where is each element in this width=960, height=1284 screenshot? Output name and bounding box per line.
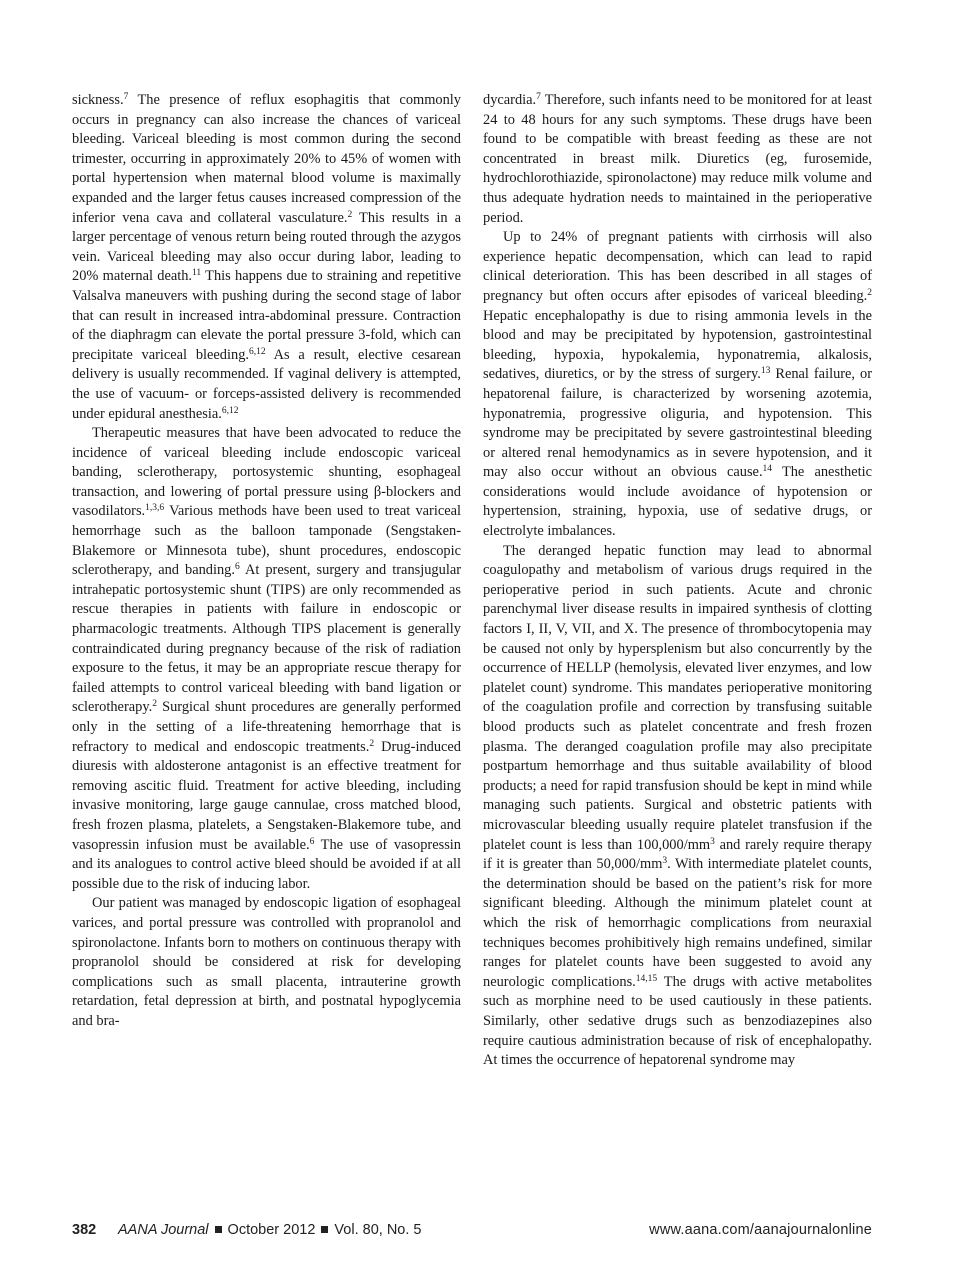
square-bullet-icon <box>321 1226 328 1233</box>
reference: 6 <box>234 562 240 573</box>
journal-name: AANA Journal <box>118 1222 209 1238</box>
left-column <box>72 91 461 1032</box>
reference: 1,3,6 <box>145 503 165 514</box>
issue-date: October 2012 <box>227 1222 316 1238</box>
volume-issue: Vol. 80, No. 5 <box>334 1222 422 1238</box>
page-footer <box>72 1222 872 1244</box>
reference: 2 <box>369 738 375 749</box>
paragraph: Therapeutic measures that have been advocated to reduce the incidence of variceal bleeding include endoscopic variceal banding, sclerotherapy, portosystemic shunting, esophageal transaction, and lowering of portal pressure using β-blockers and vasodilators.$^{1,3,6}$ Various methods have been used to treat variceal hemorrhage such as the balloon tamponade (Sengstaken-Blakemore or Minnesota tube), shunt procedures, endoscopic sclerotherapy, and banding.$^6$ At present, surgery and transjugular intrahepatic portosystemic shunt (TIPS) are only recommended as rescue therapies in patients with failure in endoscopic or pharmacologic treatments. Although TIPS placement is generally contraindicated during pregnancy because of the risk of radiation exposure to the fetus, it may be an appropriate rescue therapy for failed attempts to control variceal bleeding with band ligation or sclerotherapy.$^2$ Surgical shunt procedures are generally performed only in the setting of a life-threatening hemorrhage that is refractory to medical and endoscopic treatments.$^2$ Drug-induced diuresis with aldosterone antagonist is an effective treatment for removing ascitic fluid. Treatment for active bleeding, including invasive monitoring, large gauge cannulae, cross matched blood, fresh frozen plasma, platelets, a Sengstaken-Blakemore tube, and vasopressin infusion must be available.$^6$ The use of vasopressin and its analogues to control active bleed should be avoided if at all possible due to the risk of inducing labor. <box>72 425 462 892</box>
journal-url[interactable]: www.aana.com/aanajournalonline <box>649 1222 872 1238</box>
reference: 13 <box>760 366 771 377</box>
reference: 6 <box>309 836 315 847</box>
reference: 14,15 <box>635 973 658 984</box>
square-bullet-icon <box>215 1226 222 1233</box>
superscript: 3 <box>710 836 715 847</box>
reference: 7 <box>536 92 541 102</box>
reference: 6,12 <box>249 346 266 357</box>
paragraph: Up to 24% of pregnant patients with cirrhosis will also experience hepatic decompensation, which can lead to rapid clinical deterioration. This has been described in all stages of pregnancy but often occurs after episodes of variceal bleeding.$^2$ Hepatic encephalopathy is due to rising ammonia levels in the blood and may be precipitated by hypotension, gastrointestinal bleeding, hypoxia, hypokalemia, hyponatremia, alkalosis, sedatives, diuretics, or by the stress of surgery.$^{13}$ Renal failure, or hepatorenal failure, is characterized by worsening azotemia, hyponatremia, progressive oliguria, and hypotension. This syndrome may be precipitated by severe gastrointestinal bleeding or altered renal hemodynamics as in severe hypotension, and it may also occur without an obvious cause.$^{14}$ The anesthetic considerations would include avoidance of hypotension or hypertension, straining, hypoxia, use of sedative drugs, or electrolyte imbalances. <box>483 229 873 540</box>
paragraph: sickness.$^7$ The presence of reflux esophagitis that commonly occurs in pregnancy can also increase the chances of variceal bleeding. Variceal bleeding is most common during the second trimester, occurring in approximately 20% to 45% of women with portal hypertension when maternal blood volume is maximally expanded and the larger fetus causes increased compression of the inferior vena cava and collateral vasculature.$^2$ This results in a larger percentage of venous return being routed through the azygos vein. Variceal bleeding may also occur during labor, leading to 20% maternal death.$^{11}$ This happens due to straining and repetitive Valsalva maneuvers with pushing during the second stage of labor that can result in increased intra-abdominal pressure. Contraction of the diaphragm can elevate the portal pressure 3-fold, which can precipitate variceal bleeding.$^{6,12}$ As a result, elective cesarean delivery is usually recommended. If vaginal delivery is attempted, the use of vacuum- or forceps-assisted delivery is recommended under epidural anesthesia.$^{6,12}$ <box>72 92 462 422</box>
reference: 7 <box>123 92 129 102</box>
reference: 14 <box>762 464 773 475</box>
paragraph: dycardia.$^7$ Therefore, such infants need to be monitored for at least 24 to 48 hours for any such symptoms. These drugs have been found to be compatible with breast feeding as these are not concentrated in breast milk. Diuretics (eg, furosemide, hydrochlorothiazide, spironolactone) may reduce milk volume and thus adequate hydration needs to maintained in the perioperative period. <box>483 92 872 226</box>
journal-citation <box>118 1222 421 1238</box>
reference: 6,12 <box>221 405 239 416</box>
page-number: 382 <box>72 1222 97 1238</box>
paragraph: Our patient was managed by endoscopic ligation of esophageal varices, and portal pressure was controlled with propranolol and spironolactone. Infants born to mothers on continuous therapy with propranolol should be considered at risk for developing complications such as small placenta, intrauterine growth retardation, fetal depression at birth, and postnatal hypoglycemia and bra- <box>72 895 461 1029</box>
reference: 2 <box>152 699 157 710</box>
reference: 2 <box>867 287 872 298</box>
superscript: 3 <box>662 856 668 867</box>
paragraph: The deranged hepatic function may lead to abnormal coagulopathy and metabolism of various drugs required in the perioperative period in such patients. Acute and chronic parenchymal liver disease results in impaired synthesis of clotting factors I, II, V, VII, and X. The presence of thrombocytopenia may be caused not only by hypersplenism but also concurrently by the occurrence of HELLP (hemolysis, elevated liver enzymes, and low platelet count) syndrome. This mandates perioperative monitoring of the coagulation profile and correction by transfusing suitable blood products such as platelet concentrate and fresh frozen plasma. The deranged coagulation profile may also precipitate postpartum hemorrhage and thus suitable availability of blood products; a need for rapid transfusion should be kept in mind while managing such patients. Surgical and obstetric patients with microvascular bleeding usually require platelet transfusion if the platelet count is less than $100,000/mm^3$ and rarely require therapy if it is greater than $50,000/mm^3$. With intermediate platelet counts, the determination should be based on the patient’s risk for more significant bleeding. Although the minimum platelet count at which the risk of hemorrhagic complications from neuraxial techniques becomes prohibitively high remains undefined, similar ranges for platelet counts have been suggested to avoid any neurologic complications.$^{14,15}$ The drugs with active metabolites such as morphine need to be used cautiously in these patients. Similarly, other sedative drugs such as benzodiazepines also require cautious administration because of risk of encephalopathy. At times the occurrence of hepatorenal syndrome may <box>483 542 872 1069</box>
reference: 11 <box>192 268 202 279</box>
reference: 2 <box>347 209 353 220</box>
right-column <box>483 91 872 1071</box>
